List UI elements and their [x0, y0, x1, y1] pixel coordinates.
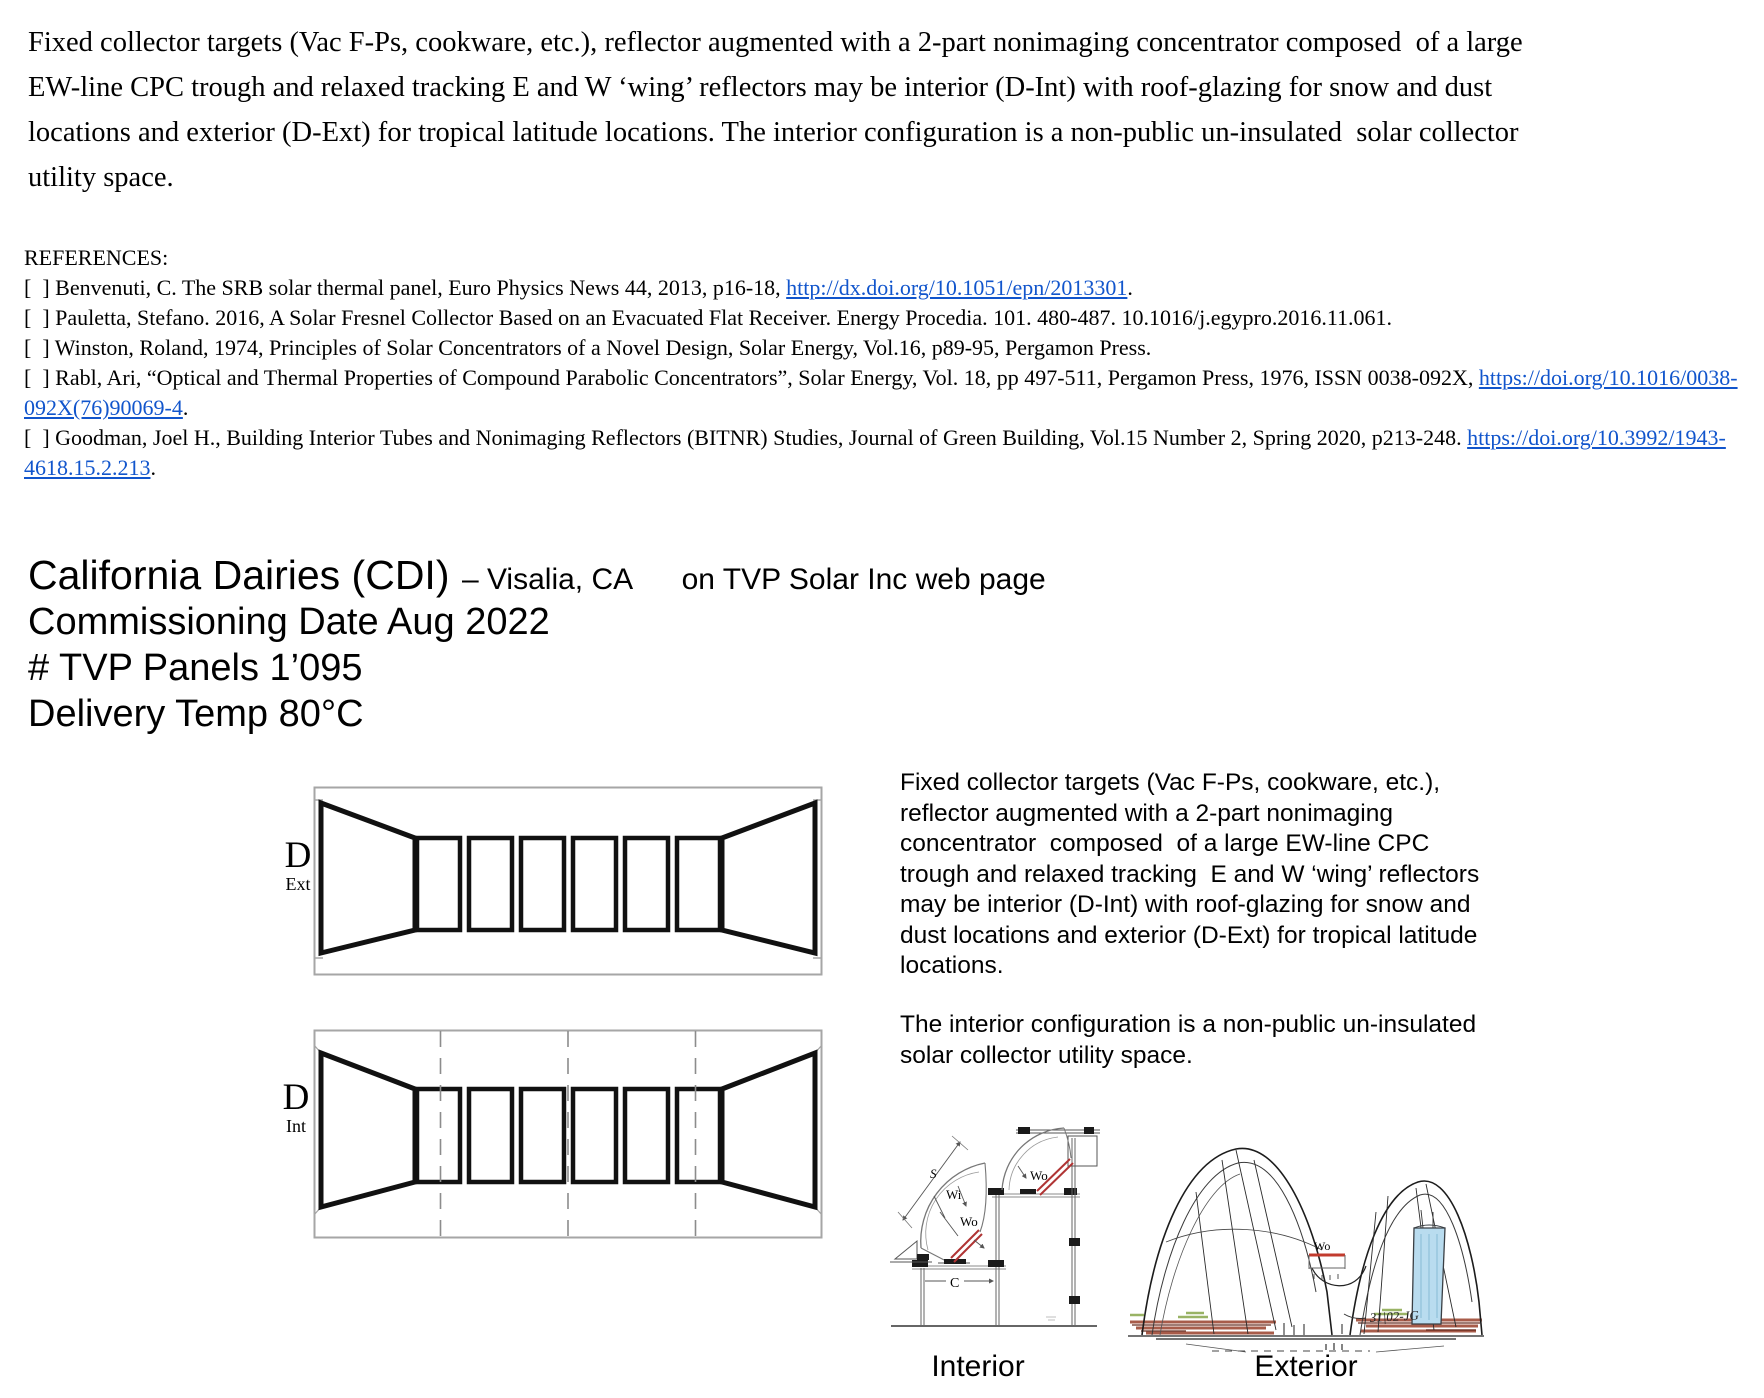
reference-link[interactable]: https://doi.org/10.3992/1943-4618.15.2.213	[24, 425, 1726, 480]
references-heading: REFERENCES:	[24, 245, 169, 270]
exterior-signature: 31|02-JG	[1369, 1307, 1420, 1325]
reference-text: .	[1127, 275, 1133, 300]
reference-text: [ ] Goodman, Joel H., Building Interior Tubes and Nonimaging Reflectors (BITNR) Studies, Journal of Green Building, Vol.15 Number 2, Spring 2020, p213-248.	[24, 425, 1468, 450]
interior-label-wi: Wi	[946, 1187, 962, 1202]
reference-text: [ ] Rabl, Ari, “Optical and Thermal Properties of Compound Parabolic Concentrators”, Solar Energy, Vol. 18, pp 497-511, Pergamon Press, 1976, ISSN 0038-092X,	[24, 365, 1479, 390]
interior-caption: Interior	[931, 1350, 1025, 1383]
reference-link[interactable]: https://doi.org/10.1016/0038-092X(76)90069-4	[24, 365, 1738, 420]
reference-item	[24, 363, 1746, 423]
d-ext-drawing	[313, 786, 823, 976]
diagram-ext-label-main: D	[284, 835, 312, 876]
diagram-int-label	[276, 1077, 316, 1136]
exterior-sketch-drawing	[1126, 1122, 1488, 1362]
reference-link[interactable]: http://dx.doi.org/10.1051/epn/2013301	[786, 275, 1128, 300]
project-commissioning-date: Commissioning Date Aug 2022	[28, 601, 550, 643]
reference-text: [ ] Benvenuti, C. The SRB solar thermal panel, Euro Physics News 44, 2013, p16-18,	[24, 275, 787, 300]
diagram-int-label-main: D	[282, 1077, 310, 1118]
project-panel-count: # TVP Panels 1’095	[28, 647, 363, 689]
reference-item	[24, 423, 1746, 483]
project-block	[28, 552, 1046, 737]
exterior-caption: Exterior	[1254, 1350, 1358, 1383]
diagram-d-int	[313, 1029, 823, 1244]
interior-label-c: C	[950, 1276, 960, 1291]
reference-text: .	[150, 455, 156, 480]
side-description-paragraph-1: Fixed collector targets (Vac F-Ps, cookware, etc.), reflector augmented with a 2-part nonimaging concentrator composed of a large EW-line CPC trough and relaxed tracking E and W ‘wing’ reflectors may be interior (D-Int) with roof-glazing for snow and dust locations and exterior (D-Ext) for tropical latitude locations.	[900, 769, 1487, 979]
reference-item	[24, 333, 1746, 363]
diagram-ext-label	[278, 835, 318, 894]
interior-sketch	[888, 1100, 1100, 1355]
interior-label-s: S	[930, 1166, 937, 1181]
reference-text: [ ] Pauletta, Stefano. 2016, A Solar Fresnel Collector Based on an Evacuated Flat Receiver. Energy Procedia. 101. 480-487. 10.1016/j.egypro.2016.11.061.	[24, 305, 1392, 330]
reference-item	[24, 273, 1746, 303]
interior-label-wo-upper: Wo	[1030, 1168, 1048, 1183]
side-description-paragraph-2: The interior configuration is a non-public un-insulated solar collector utility space.	[900, 1011, 1483, 1069]
diagram-ext-label-sub: Ext	[285, 874, 311, 894]
reference-text: [ ] Winston, Roland, 1974, Principles of Solar Concentrators of a Novel Design, Solar Energy, Vol.16, p89-95, Pergamon Press.	[24, 335, 1152, 360]
interior-sketch-drawing	[888, 1100, 1100, 1350]
project-source-note: on TVP Solar Inc web page	[681, 563, 1046, 596]
references-section	[24, 243, 1746, 483]
exterior-sketch	[1126, 1122, 1488, 1367]
diagram-d-ext	[313, 786, 823, 981]
exterior-label-wo: Wo	[1314, 1239, 1331, 1253]
diagram-int-label-sub: Int	[286, 1116, 306, 1136]
project-title-row	[28, 552, 1046, 599]
interior-label-wo-lower: Wo	[960, 1214, 978, 1229]
d-int-drawing	[313, 1029, 823, 1239]
project-location: – Visalia, CA	[461, 563, 634, 596]
project-delivery-temp: Delivery Temp 80°C	[28, 693, 364, 735]
intro-paragraph: Fixed collector targets (Vac F-Ps, cookware, etc.), reflector augmented with a 2-part nonimaging concentrator composed of a large EW-line CPC trough and relaxed tracking E and W ‘wing’ reflectors may be interior (D-Int) with roof-glazing for snow and dust locations and exterior (D-Ext) for tropical latitude locations. The interior configuration is a non-public un-insulated solar collector utility space.	[28, 27, 1530, 193]
reference-item	[24, 303, 1746, 333]
reference-text: .	[182, 395, 189, 420]
project-title: California Dairies (CDI)	[28, 552, 450, 598]
